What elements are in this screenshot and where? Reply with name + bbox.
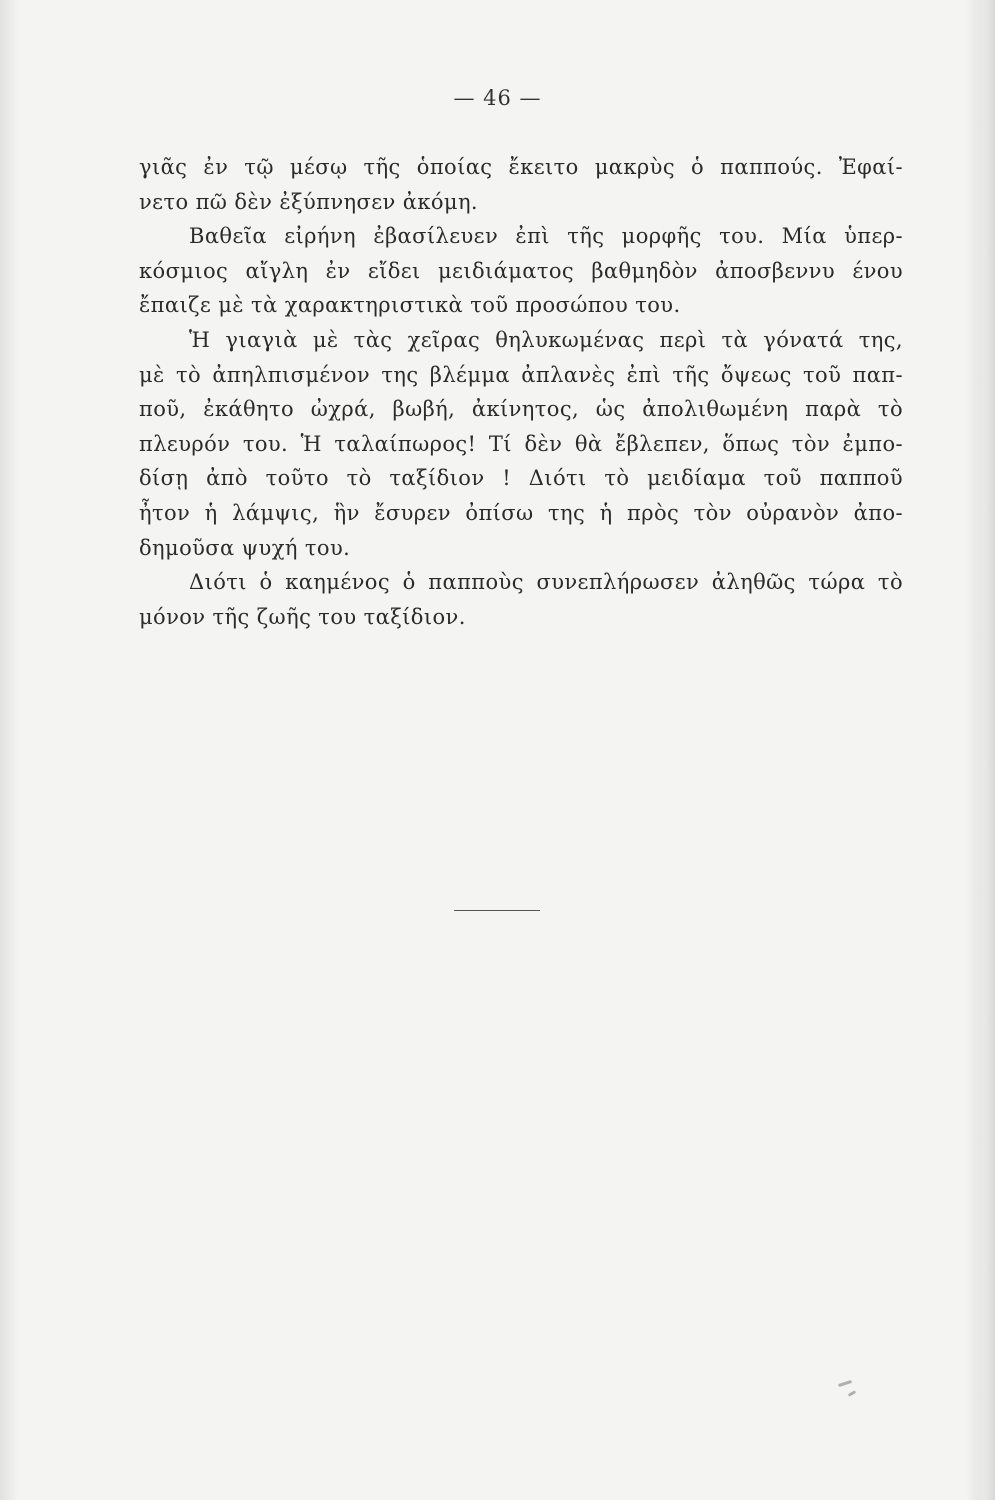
end-divider-rule [454, 910, 540, 911]
scan-speck [848, 1390, 856, 1397]
text-line: ἦτον ἡ λάμψις, ἣν ἔσυρεν ὀπίσω της ἡ πρὸς τὸν οὐρανὸν ἀπο- [139, 500, 903, 525]
text-line: ἔπαιζε μὲ τὰ χαρακτηριστικὰ τοῦ προσώπου του. [139, 293, 681, 318]
text-line: γιᾶς ἐν τῷ μέσῳ τῆς ὁποίας ἔκειτο μακρὺς ὁ παππούς. Ἐφαί- [139, 155, 903, 179]
text-line: νετο πῶ δὲν ἐξύπνησεν ἀκόμη. [139, 189, 478, 214]
text-line: μόνον τῆς ζωῆς του ταξίδιον. [139, 604, 466, 629]
text-line: μὲ τὸ ἀπηλπισμένον της βλέμμα ἀπλανὲς ἐπὶ τῆς ὄψεως τοῦ παπ- [139, 362, 903, 387]
text-line: δημοῦσα ψυχή του. [139, 535, 351, 560]
body-text [139, 150, 903, 634]
text-line: δίσῃ ἀπὸ τοῦτο τὸ ταξίδιον ! Διότι τὸ μειδίαμα τοῦ παπποῦ [139, 466, 903, 491]
text-line: Βαθεῖα εἰρήνη ἐβασίλευεν ἐπὶ τῆς μορφῆς του. Μία ὑπερ- [189, 224, 903, 249]
page-number: — 46 — [453, 86, 542, 110]
text-line: ποῦ, ἐκάθητο ὠχρά, βωβή, ἀκίνητος, ὡς ἀπολιθωμένη παρὰ τὸ [139, 397, 903, 422]
scan-speck [838, 1380, 852, 1387]
text-line: κόσμιος αἴγλη ἐν εἴδει μειδιάματος βαθμηδὸν ἀποσβεννυ ένου [139, 258, 903, 283]
text-line: Ἡ γιαγιὰ μὲ τὰς χεῖρας θηλυκωμένας περὶ τὰ γόνατά της, [189, 327, 903, 352]
page-edge-shadow [969, 0, 995, 1500]
text-line: Διότι ὁ καημένος ὁ παπποὺς συνεπλήρωσεν ἀληθῶς τώρα τὸ [189, 570, 903, 595]
text-line: πλευρόν του. Ἡ ταλαίπωρος! Τί δὲν θὰ ἔβλεπεν, ὅπως τὸν ἐμπο- [139, 431, 903, 456]
